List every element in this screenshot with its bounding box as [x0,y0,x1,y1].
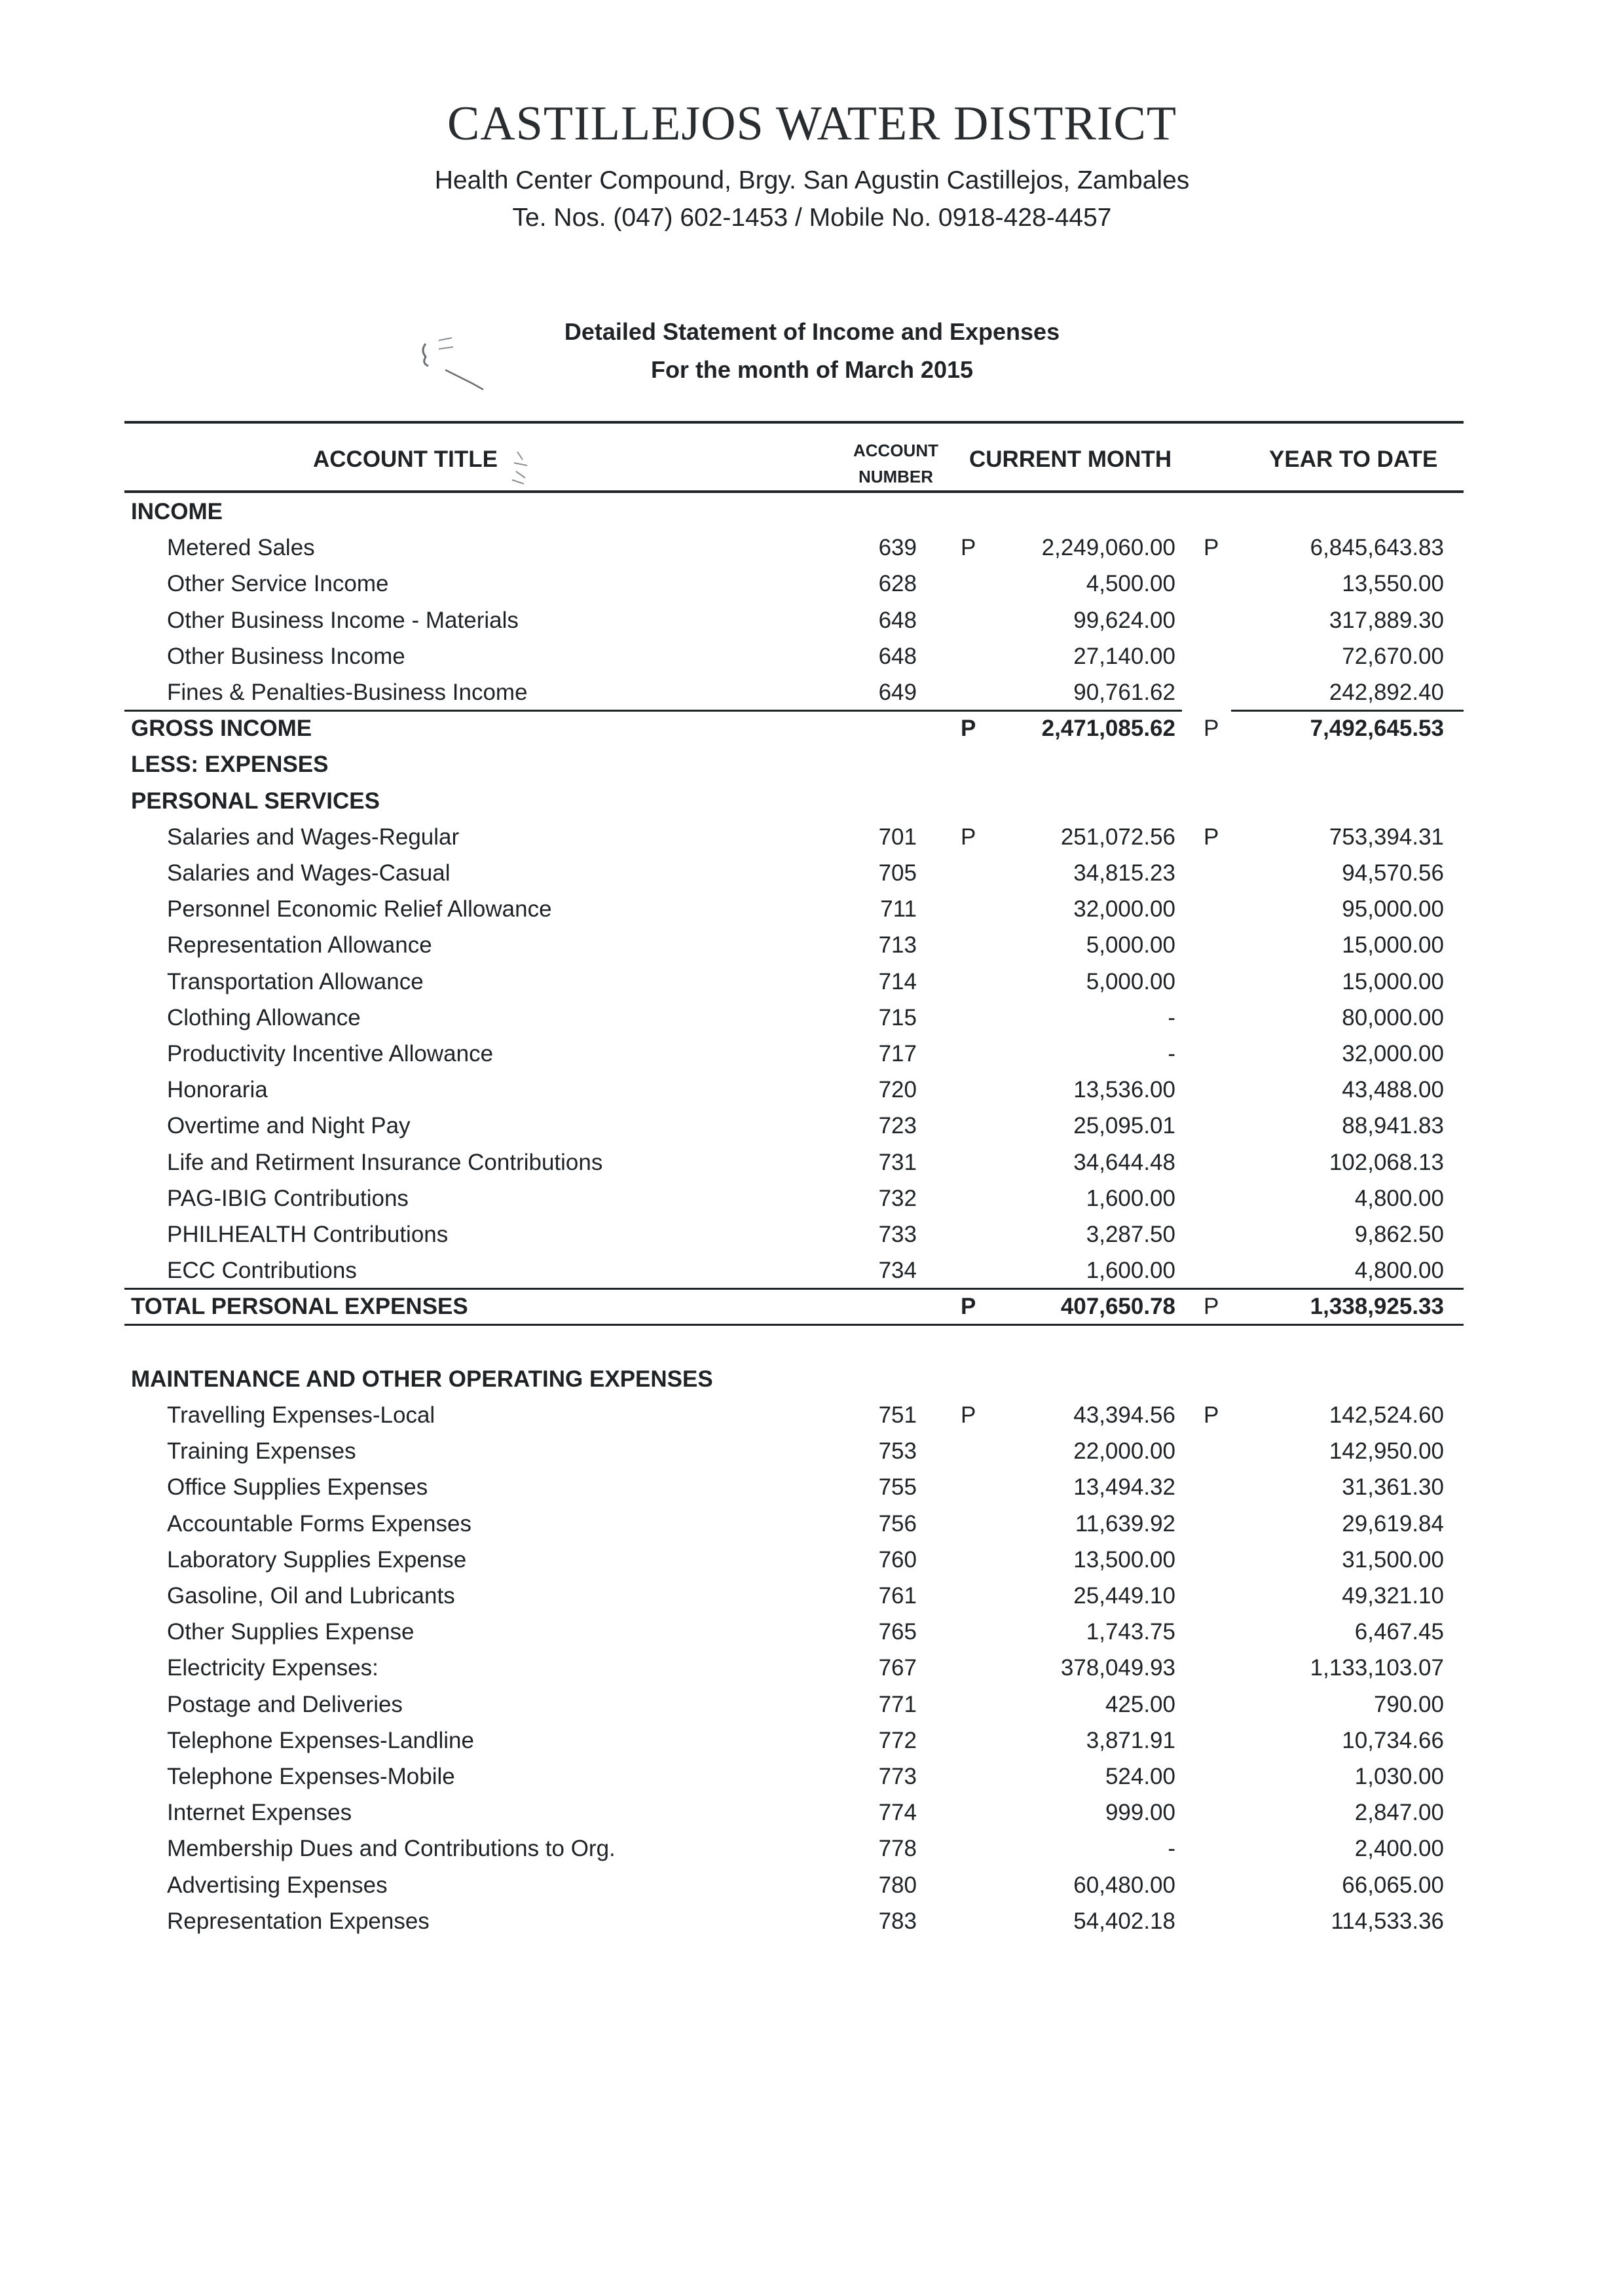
account-title: MAINTENANCE AND OTHER OPERATING EXPENSES [131,1366,713,1392]
account-number: 783 [878,1908,917,1934]
year-to-date-amount: 29,619.84 [1342,1510,1444,1537]
current-month-amount: 34,815.23 [1073,860,1175,886]
table-row [128,602,1464,639]
year-to-date-amount: 15,000.00 [1342,932,1444,958]
account-title: LESS: EXPENSES [131,752,329,778]
column-header-year-to-date: YEAR TO DATE [1269,446,1438,472]
account-title: Telephone Expenses-Landline [167,1727,474,1753]
current-month-amount: 3,287.50 [1086,1222,1175,1247]
table-row [128,1433,1464,1470]
account-number: 767 [878,1655,917,1681]
account-title: Life and Retirment Insurance Contributions [167,1149,603,1175]
account-number-header-line2: NUMBER [858,467,934,486]
year-to-date-amount: 4,800.00 [1354,1185,1444,1211]
account-title: Metered Sales [167,535,315,561]
account-number: 648 [878,643,917,669]
account-number: 760 [878,1546,917,1573]
table-row [128,1867,1464,1904]
account-title: Other Supplies Expense [167,1619,415,1645]
table-row [128,1469,1464,1506]
account-title: Salaries and Wages-Regular [167,824,460,850]
current-month-amount: 1,743.75 [1086,1619,1175,1645]
account-number: 756 [878,1510,917,1537]
year-to-date-amount: 102,068.13 [1329,1149,1444,1175]
table-row [128,1000,1464,1036]
table-top-rule [124,421,1464,424]
account-number: 649 [878,680,917,705]
year-to-date-amount: 2,400.00 [1354,1836,1444,1862]
account-title: Advertising Expenses [167,1872,388,1898]
year-to-date-amount: 10,734.66 [1342,1727,1444,1753]
table-row [128,1758,1464,1795]
total-row [128,710,1464,747]
column-header-current-month: CURRENT MONTH [969,446,1172,472]
account-title: Productivity Incentive Allowance [167,1041,494,1066]
current-month-amount: 27,140.00 [1073,643,1175,669]
current-month-amount: 378,049.93 [1060,1655,1175,1681]
year-to-date-amount: 32,000.00 [1342,1041,1444,1066]
account-title: Other Business Income [167,643,405,669]
current-month-amount: 999.00 [1105,1800,1175,1826]
table-row [128,566,1464,602]
section-heading-row [128,783,1464,820]
year-to-date-amount: 88,941.83 [1342,1113,1444,1139]
table-row [128,891,1464,928]
currency-symbol: P [1204,1402,1219,1428]
account-number: 733 [878,1222,917,1247]
current-month-amount: 13,536.00 [1073,1077,1175,1103]
organization-phone: Te. Nos. (047) 602-1453 / Mobile No. 0918-428-4457 [512,204,1112,232]
table-row [128,1903,1464,1940]
table-row [128,674,1464,711]
table-row [128,1072,1464,1108]
table-row [128,1180,1464,1217]
account-number: 711 [880,896,917,922]
current-month-amount: 25,095.01 [1073,1113,1175,1139]
currency-symbol: P [961,824,976,850]
year-to-date-amount: 80,000.00 [1342,1004,1444,1030]
account-number: 734 [878,1258,917,1284]
account-title: Clothing Allowance [167,1004,361,1030]
account-title: Office Supplies Expenses [167,1474,428,1501]
table-row [128,1506,1464,1542]
year-to-date-amount: 43,488.00 [1342,1077,1444,1103]
table-row [128,1036,1464,1072]
current-month-amount: 2,471,085.62 [1041,716,1175,742]
account-title: Training Expenses [167,1438,356,1465]
table-row [128,1795,1464,1831]
section-heading-row [128,1361,1464,1398]
current-month-amount: 425.00 [1105,1691,1175,1717]
table-row [128,1108,1464,1144]
account-title: Other Service Income [167,571,389,597]
account-number: 732 [878,1185,917,1211]
account-number: 761 [878,1583,917,1609]
current-month-amount: 2,249,060.00 [1041,535,1175,561]
account-title: Representation Allowance [167,932,432,958]
account-title: PERSONAL SERVICES [131,788,380,814]
current-month-amount: 34,644.48 [1073,1149,1175,1175]
account-number: 773 [878,1764,917,1789]
account-title: Accountable Forms Expenses [167,1510,471,1537]
currency-symbol: P [1204,824,1219,850]
table-row [128,1650,1464,1686]
current-month-amount: 5,000.00 [1086,932,1175,958]
account-number: 723 [878,1113,917,1139]
current-month-amount: 90,761.62 [1073,680,1175,705]
document-title: Detailed Statement of Income and Expenses [564,318,1060,345]
year-to-date-amount: 7,492,645.53 [1310,716,1444,742]
current-month-amount: 1,600.00 [1086,1258,1175,1284]
account-number: 772 [878,1727,917,1753]
table-row [128,1722,1464,1759]
year-to-date-amount: 9,862.50 [1354,1222,1444,1247]
account-number: 628 [878,571,917,597]
account-title: ECC Contributions [167,1258,357,1284]
account-title: TOTAL PERSONAL EXPENSES [131,1294,468,1320]
account-number: 705 [878,860,917,886]
current-month-amount: 4,500.00 [1086,571,1175,597]
current-month-amount: 13,494.32 [1073,1474,1175,1501]
current-month-amount: 1,600.00 [1086,1185,1175,1211]
account-number: 753 [878,1438,917,1465]
current-month-amount: 60,480.00 [1073,1872,1175,1898]
year-to-date-amount: 31,500.00 [1342,1546,1444,1573]
account-number: 713 [878,932,917,958]
currency-symbol: P [1204,716,1219,742]
account-title: Membership Dues and Contributions to Org. [167,1836,616,1862]
year-to-date-amount: 66,065.00 [1342,1872,1444,1898]
account-number: 639 [878,535,917,561]
year-to-date-amount: 1,133,103.07 [1310,1655,1444,1681]
account-number: 765 [878,1619,917,1645]
section-heading-row [128,494,1464,530]
table-row [128,1542,1464,1578]
section-heading-row [128,746,1464,783]
year-to-date-amount: 94,570.56 [1342,860,1444,886]
table-row [128,1831,1464,1867]
account-number: 701 [878,824,917,850]
account-title: Other Business Income - Materials [167,607,519,633]
account-title: Gasoline, Oil and Lubricants [167,1583,455,1609]
total-underline-rule [124,1324,1464,1326]
account-number: 720 [878,1077,917,1103]
account-title: Representation Expenses [167,1908,430,1934]
current-month-amount: 25,449.10 [1073,1583,1175,1609]
year-to-date-amount: 95,000.00 [1342,896,1444,922]
current-month-amount: 251,072.56 [1060,824,1175,850]
account-title: Overtime and Night Pay [167,1113,411,1139]
year-to-date-amount: 753,394.31 [1329,824,1444,850]
year-to-date-amount: 2,847.00 [1354,1800,1444,1826]
year-to-date-amount: 1,030.00 [1354,1764,1444,1789]
document-period: For the month of March 2015 [650,356,974,383]
currency-symbol: P [961,716,976,742]
account-number-header-line1: ACCOUNT [853,441,938,460]
table-row [128,964,1464,1000]
subtotal-rule [124,1288,1464,1290]
current-month-amount: 5,000.00 [1086,968,1175,994]
account-number: 714 [878,968,917,994]
table-row [128,1686,1464,1723]
account-number: 771 [878,1691,917,1717]
column-header-account-number [853,437,938,490]
account-title: Laboratory Supplies Expense [167,1546,467,1573]
account-number: 778 [878,1836,917,1862]
pen-scribble-mark [504,448,537,488]
table-row [128,638,1464,675]
currency-symbol: P [1204,1294,1219,1320]
current-month-amount: 11,639.92 [1075,1510,1175,1537]
year-to-date-amount: 790.00 [1373,1691,1444,1717]
currency-symbol: P [961,1402,976,1428]
account-number: 715 [878,1004,917,1030]
current-month-amount: 22,000.00 [1073,1438,1175,1465]
year-to-date-amount: 4,800.00 [1354,1258,1444,1284]
current-month-amount: 99,624.00 [1073,607,1175,633]
account-title: Electricity Expenses: [167,1655,378,1681]
year-to-date-amount: 317,889.30 [1329,607,1444,633]
account-title: Telephone Expenses-Mobile [167,1764,455,1789]
year-to-date-amount: 6,467.45 [1354,1619,1444,1645]
account-number: 751 [878,1402,917,1428]
column-header-account-title: ACCOUNT TITLE [313,446,498,472]
current-month-amount: 13,500.00 [1073,1546,1175,1573]
current-month-amount: - [1168,1004,1175,1030]
subtotal-rule [1231,710,1464,712]
table-header-rule [124,490,1464,493]
subtotal-rule [124,710,1182,712]
table-row [128,1252,1464,1289]
current-month-amount: 32,000.00 [1073,896,1175,922]
current-month-amount: - [1168,1836,1175,1862]
account-title: Salaries and Wages-Casual [167,860,451,886]
year-to-date-amount: 49,321.10 [1342,1583,1444,1609]
table-row [128,1397,1464,1434]
account-title: Personnel Economic Relief Allowance [167,896,552,922]
account-number: 731 [878,1149,917,1175]
current-month-amount: 524.00 [1105,1764,1175,1789]
year-to-date-amount: 15,000.00 [1342,968,1444,994]
table-row [128,1614,1464,1650]
account-title: Fines & Penalties-Business Income [167,680,528,705]
table-row [128,1216,1464,1253]
account-title: Postage and Deliveries [167,1691,403,1717]
organization-address: Health Center Compound, Brgy. San Agustin Castillejos, Zambales [434,166,1190,194]
year-to-date-amount: 142,524.60 [1329,1402,1444,1428]
year-to-date-amount: 13,550.00 [1342,571,1444,597]
year-to-date-amount: 6,845,643.83 [1310,535,1444,561]
account-title: Honoraria [167,1077,268,1103]
current-month-amount: - [1168,1041,1175,1066]
year-to-date-amount: 72,670.00 [1342,643,1444,669]
table-row [128,1144,1464,1181]
current-month-amount: 54,402.18 [1073,1908,1175,1934]
table-row [128,819,1464,856]
year-to-date-amount: 242,892.40 [1329,680,1444,705]
organization-name: CASTILLEJOS WATER DISTRICT [447,97,1177,151]
currency-symbol: P [1204,535,1219,561]
current-month-amount: 43,394.56 [1073,1402,1175,1428]
table-row [128,530,1464,566]
account-number: 648 [878,607,917,633]
table-row [128,1578,1464,1614]
current-month-amount: 407,650.78 [1060,1294,1175,1320]
currency-symbol: P [961,1294,976,1320]
account-number: 774 [878,1800,917,1826]
currency-symbol: P [961,535,976,561]
current-month-amount: 3,871.91 [1086,1727,1175,1753]
account-title: PHILHEALTH Contributions [167,1222,449,1247]
year-to-date-amount: 1,338,925.33 [1310,1294,1444,1320]
table-row [128,855,1464,892]
year-to-date-amount: 114,533.36 [1331,1908,1444,1934]
year-to-date-amount: 142,950.00 [1329,1438,1444,1465]
account-number: 717 [878,1041,917,1066]
account-title: GROSS INCOME [131,716,312,742]
account-title: PAG-IBIG Contributions [167,1185,409,1211]
account-number: 755 [878,1474,917,1501]
account-title: INCOME [131,499,223,524]
account-title: Transportation Allowance [167,968,424,994]
account-title: Internet Expenses [167,1800,352,1826]
account-number: 780 [878,1872,917,1898]
table-row [128,927,1464,964]
total-row [128,1288,1464,1325]
account-title: Travelling Expenses-Local [167,1402,435,1428]
year-to-date-amount: 31,361.30 [1342,1474,1444,1501]
